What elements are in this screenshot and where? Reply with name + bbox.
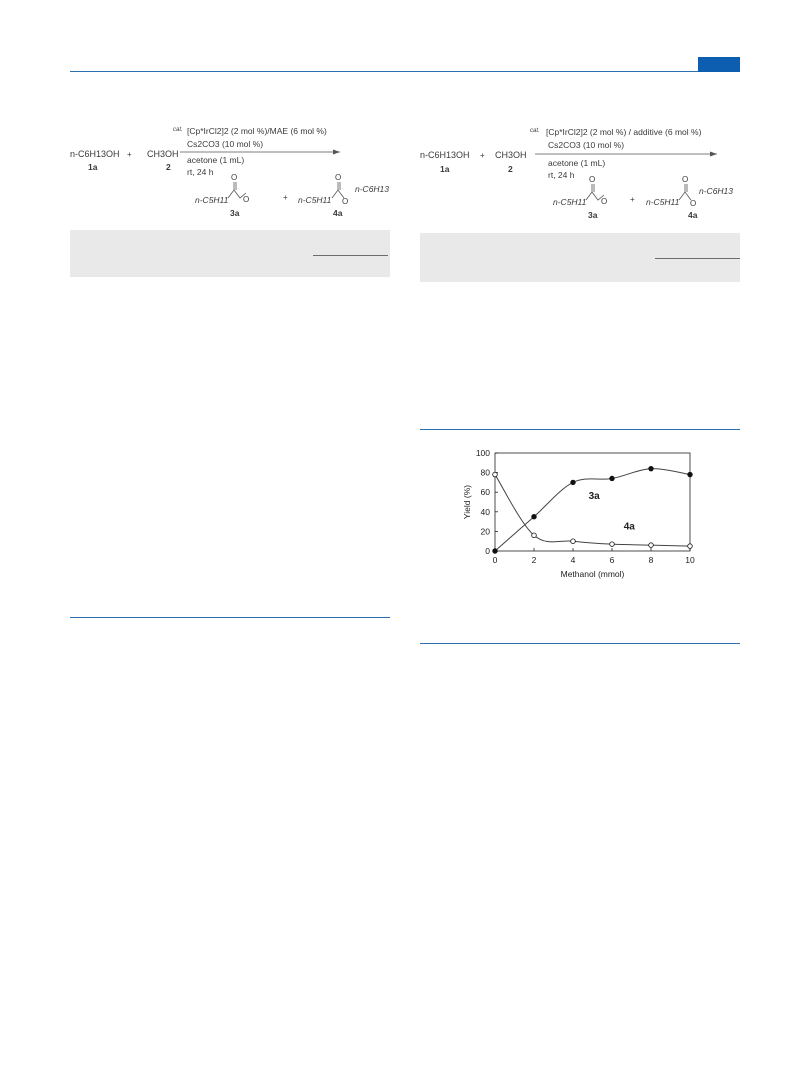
data-point-3a: [493, 549, 498, 554]
product-4a-chain: n-C5H11: [298, 195, 332, 205]
data-point-4a: [688, 544, 693, 549]
data-point-3a: [532, 514, 537, 519]
data-point-4a: [610, 542, 615, 547]
series-label-3a: 3a: [588, 491, 600, 503]
figure-bottom-rule-right: [420, 643, 740, 644]
x-tick-label: 8: [648, 555, 654, 565]
svg-text:O: O: [335, 173, 342, 182]
substrate-label: 1a: [440, 164, 450, 174]
y-tick-label: 60: [480, 487, 490, 498]
product-3a-chain: n-C5H11: [553, 197, 587, 207]
condition-line-3: acetone (1 mL): [187, 155, 245, 165]
series-line-3a: [495, 469, 690, 551]
table-header-right: [420, 233, 740, 282]
svg-text:O: O: [342, 197, 349, 206]
page-tab-marker: [698, 57, 740, 72]
reaction-scheme-left: [70, 120, 400, 220]
plus-sign: +: [480, 151, 485, 160]
data-point-4a: [493, 472, 498, 477]
condition-line-4: rt, 24 h: [548, 170, 575, 180]
x-axis-label: Methanol (mmol): [560, 569, 625, 579]
product-4a-tail: n-C6H13: [355, 184, 390, 194]
x-tick-label: 6: [609, 555, 615, 565]
y-tick-label: 20: [480, 526, 490, 537]
product-3a-chain: n-C5H11: [195, 195, 229, 205]
series-line-4a: [495, 475, 690, 547]
methanol-label: 2: [508, 164, 513, 174]
y-axis-label: Yield (%): [462, 484, 472, 520]
product-3a-label: 3a: [230, 208, 240, 218]
y-tick-label: 80: [480, 467, 490, 478]
condition-line-2: Cs2CO3 (10 mol %): [187, 139, 264, 149]
data-point-3a: [688, 472, 693, 477]
methanol-text: CH3OH: [495, 150, 527, 160]
y-tick-label: 100: [475, 448, 490, 458]
svg-text:+: +: [283, 193, 288, 202]
x-tick-label: 4: [570, 555, 576, 565]
figure-top-rule-right: [420, 429, 740, 430]
methanol-text: CH3OH: [147, 149, 179, 159]
series-label-4a: 4a: [623, 521, 635, 533]
product-3a-label: 3a: [588, 210, 598, 220]
header-rule: [70, 71, 740, 72]
data-point-4a: [571, 539, 576, 544]
y-tick-label: 0: [485, 546, 490, 556]
reaction-scheme-right: [420, 120, 750, 230]
substrate-text: n-C6H13OH: [420, 150, 470, 160]
cat-prefix: cat.: [173, 127, 183, 133]
product-4a-chain: n-C5H11: [646, 197, 680, 207]
data-point-3a: [649, 466, 654, 471]
condition-line-3: acetone (1 mL): [548, 158, 606, 168]
substrate-label: 1a: [88, 162, 98, 172]
product-4a-label: 4a: [688, 210, 698, 220]
svg-text:O: O: [243, 195, 250, 204]
table-header-left: [70, 230, 390, 277]
x-tick-label: 0: [492, 555, 498, 565]
product-4a-tail: n-C6H13: [699, 186, 734, 196]
condition-line-1: [Cp*IrCl2]2 (2 mol %) / additive (6 mol %): [546, 127, 702, 137]
data-point-3a: [610, 476, 615, 481]
product-3a-oxygen: O: [231, 173, 238, 182]
arrowhead: [710, 152, 717, 157]
condition-line-1: [Cp*IrCl2]2 (2 mol %)/MAE (6 mol %): [187, 126, 327, 136]
condition-line-2: Cs2CO3 (10 mol %): [548, 140, 625, 150]
substrate-text: n-C6H13OH: [70, 149, 120, 159]
data-point-4a: [649, 543, 654, 548]
condition-line-4: rt, 24 h: [187, 167, 214, 177]
svg-text:O: O: [601, 197, 608, 206]
data-point-4a: [532, 533, 537, 538]
x-tick-label: 10: [685, 555, 695, 565]
y-tick-label: 40: [480, 506, 490, 517]
yield-chart: [460, 445, 710, 595]
arrowhead: [333, 150, 340, 155]
product-4a-label: 4a: [333, 208, 343, 218]
svg-text:O: O: [690, 199, 697, 208]
table-bottom-rule-left: [70, 617, 390, 618]
data-point-3a: [571, 480, 576, 485]
x-tick-label: 2: [531, 555, 537, 565]
svg-text:O: O: [682, 175, 689, 184]
svg-text:O: O: [589, 175, 596, 184]
plus-sign: +: [127, 150, 132, 159]
svg-text:+: +: [630, 195, 635, 204]
methanol-label: 2: [166, 162, 171, 172]
cat-prefix: cat.: [530, 128, 540, 134]
